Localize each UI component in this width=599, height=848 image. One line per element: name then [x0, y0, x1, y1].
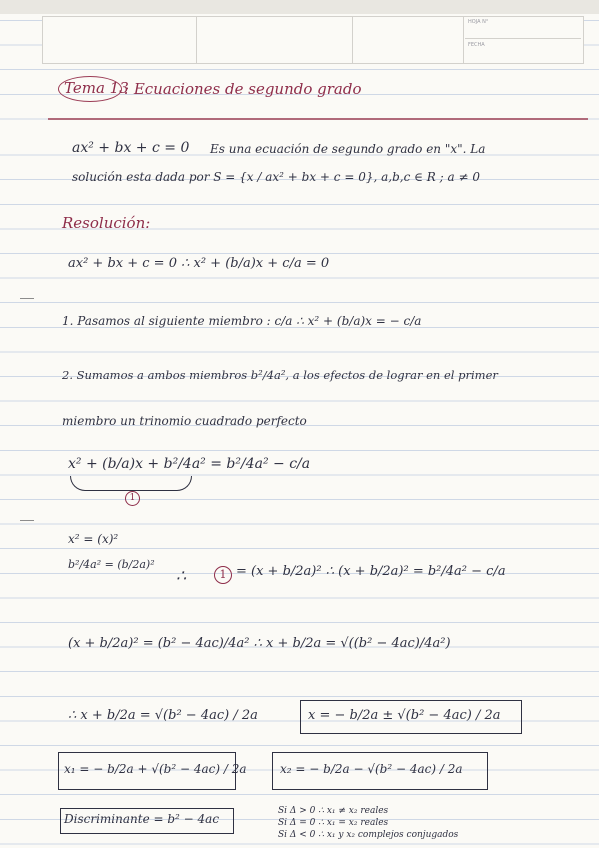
tema-label: Tema 13 — [64, 79, 129, 97]
page-header-table — [42, 16, 584, 64]
step-2-line-1: 2. Sumamos a ambos miembros b²/4a², a los efectos de lograr en el primer — [62, 368, 498, 382]
sqrt-equation: ∴ x + b/2a = √(b² − 4ac) / 2a — [68, 708, 258, 723]
substitution-equation: = (x + b/2a)² ∴ (x + b/2a)² = b²/4a² − c/a — [236, 564, 506, 579]
margin-mark — [20, 298, 34, 299]
title-rule — [48, 118, 588, 120]
combined-equation: (x + b/2a)² = (b² − 4ac)/4a² ∴ x + b/2a = √((b² − 4ac)/4a²) — [68, 636, 451, 651]
fecha-label: FECHA — [468, 42, 485, 48]
underbrace — [70, 476, 192, 491]
margin-mark — [20, 520, 34, 521]
step-1: 1. Pasamos al siguiente miembro : c/a ∴ x² + (b/a)x = − c/a — [62, 314, 422, 328]
discriminant-case: Si Δ = 0 ∴ x₁ = x₂ reales — [278, 818, 389, 828]
resolucion-heading: Resolución: — [62, 214, 151, 232]
completed-square-equation: x² + (b/a)x + b²/4a² = b²/4a² − c/a — [68, 456, 311, 472]
equation-divided: ax² + bx + c = 0 ∴ x² + (b/a)x + c/a = 0 — [68, 256, 330, 271]
general-equation: ax² + bx + c = 0 — [72, 140, 190, 156]
x2-solution: x₂ = − b/2a − √(b² − 4ac) / 2a — [280, 762, 463, 776]
hoja-label: HOJA N° — [465, 17, 581, 39]
intro-text: Es una ecuación de segundo grado en "x". La — [210, 142, 486, 156]
step-2-line-2: miembro un trinomio cuadrado perfecto — [62, 414, 307, 428]
square-note-x: x² = (x)² — [68, 532, 119, 546]
page-title: : Ecuaciones de segundo grado — [124, 80, 362, 98]
solution-set-text: solución esta dada por S = {x / ax² + bx + c = 0}, a,b,c ∈ R ; a ≠ 0 — [72, 170, 480, 184]
discriminant-label: Discriminante = b² − 4ac — [64, 812, 220, 826]
circled-number: 1 — [214, 566, 232, 584]
x1-solution: x₁ = − b/2a + √(b² − 4ac) / 2a — [64, 762, 247, 776]
square-note-b: b²/4a² = (b/2a)² — [68, 558, 155, 571]
discriminant-case: Si Δ > 0 ∴ x₁ ≠ x₂ reales — [278, 806, 389, 816]
quadratic-formula: x = − b/2a ± √(b² − 4ac) / 2a — [308, 708, 501, 723]
scan-edge — [0, 0, 599, 14]
therefore-symbol: ∴ — [176, 566, 187, 585]
header-cell — [353, 17, 464, 63]
header-cell — [43, 17, 197, 63]
discriminant-case: Si Δ < 0 ∴ x₁ y x₂ complejos conjugados — [278, 830, 459, 840]
header-cell — [197, 17, 353, 63]
circled-number: 1 — [125, 491, 140, 506]
